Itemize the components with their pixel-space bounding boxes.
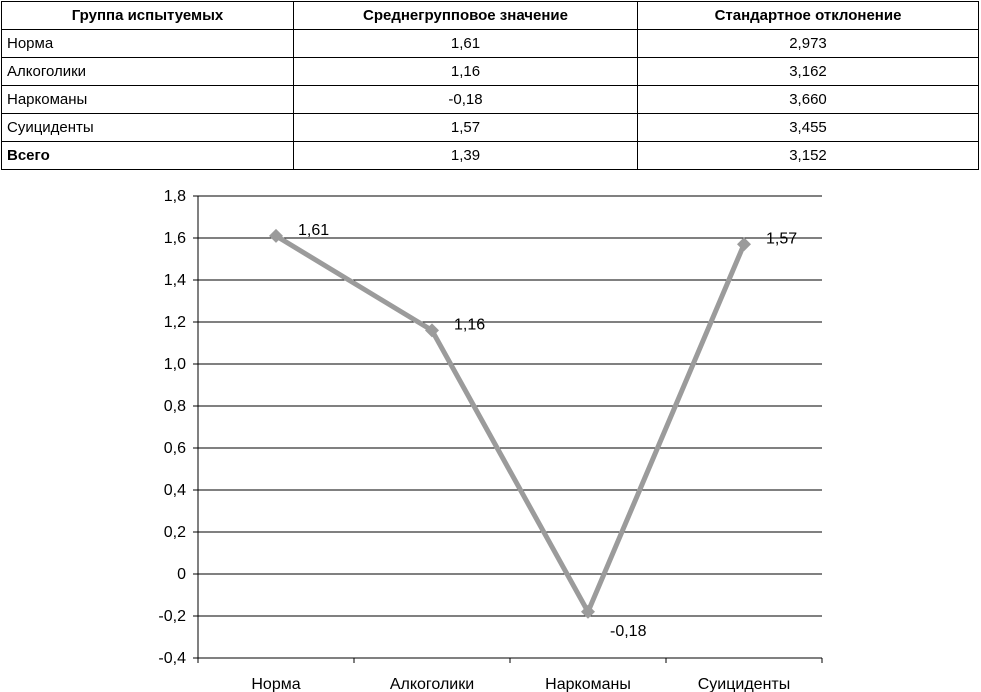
cell-mean: 1,57 xyxy=(294,114,638,142)
x-axis-tick-labels xyxy=(251,676,790,692)
table-row xyxy=(2,30,979,58)
cell-mean: -0,18 xyxy=(294,86,638,114)
cell-group: Норма xyxy=(2,30,294,58)
x-tick-label: Суициденты xyxy=(697,676,791,692)
cell-mean: 1,39 xyxy=(294,142,638,170)
header-group: Группа испытуемых xyxy=(2,2,294,30)
table-row xyxy=(2,86,979,114)
y-tick-label: 0,2 xyxy=(163,524,186,541)
x-tick-label: Алкоголики xyxy=(389,676,475,692)
table-row-total xyxy=(2,142,979,170)
y-tick-label: 0,6 xyxy=(163,440,186,457)
cell-group: Наркоманы xyxy=(2,86,294,114)
data-labels xyxy=(298,222,797,640)
x-tick-label: Норма xyxy=(251,676,301,692)
cell-group: Суициденты xyxy=(2,114,294,142)
y-tick-label: 0,8 xyxy=(163,398,186,415)
data-label: 1,61 xyxy=(298,221,330,239)
header-sd: Стандартное отклонение xyxy=(638,2,979,30)
data-label: -0,18 xyxy=(610,622,647,640)
cell-sd: 3,660 xyxy=(638,86,979,114)
y-tick-label: 1,4 xyxy=(163,272,186,289)
header-mean: Среднегрупповое значение xyxy=(294,2,638,30)
data-point-marker xyxy=(737,237,751,251)
data-table xyxy=(1,1,979,170)
y-tick-label: 0,4 xyxy=(163,482,186,499)
y-axis-tick-labels xyxy=(158,188,186,667)
data-label: 1,16 xyxy=(454,316,486,334)
table-header-row xyxy=(2,2,979,30)
cell-mean: 1,16 xyxy=(294,58,638,86)
table-row xyxy=(2,58,979,86)
cell-sd: 3,162 xyxy=(638,58,979,86)
y-tick-label: 1,2 xyxy=(163,314,186,331)
x-tick-label: Наркоманы xyxy=(545,676,631,692)
y-tick-label: -0,4 xyxy=(158,650,186,667)
cell-sd: 3,455 xyxy=(638,114,979,142)
y-tick-label: 1,0 xyxy=(163,356,186,373)
y-tick-label: 1,8 xyxy=(163,188,186,205)
cell-mean: 1,61 xyxy=(294,30,638,58)
y-tick-label: 1,6 xyxy=(163,230,186,247)
line-chart xyxy=(0,178,981,692)
cell-sd: 2,973 xyxy=(638,30,979,58)
series-line-path xyxy=(276,236,744,612)
y-tick-label: -0,2 xyxy=(158,608,186,625)
series-markers xyxy=(269,229,751,619)
series-line xyxy=(276,236,744,612)
cell-group: Алкоголики xyxy=(2,58,294,86)
y-tick-label: 0 xyxy=(177,566,186,583)
cell-group: Всего xyxy=(2,142,294,170)
data-label: 1,57 xyxy=(766,230,798,248)
table-row xyxy=(2,114,979,142)
chart-gridlines xyxy=(193,196,822,663)
cell-sd: 3,152 xyxy=(638,142,979,170)
